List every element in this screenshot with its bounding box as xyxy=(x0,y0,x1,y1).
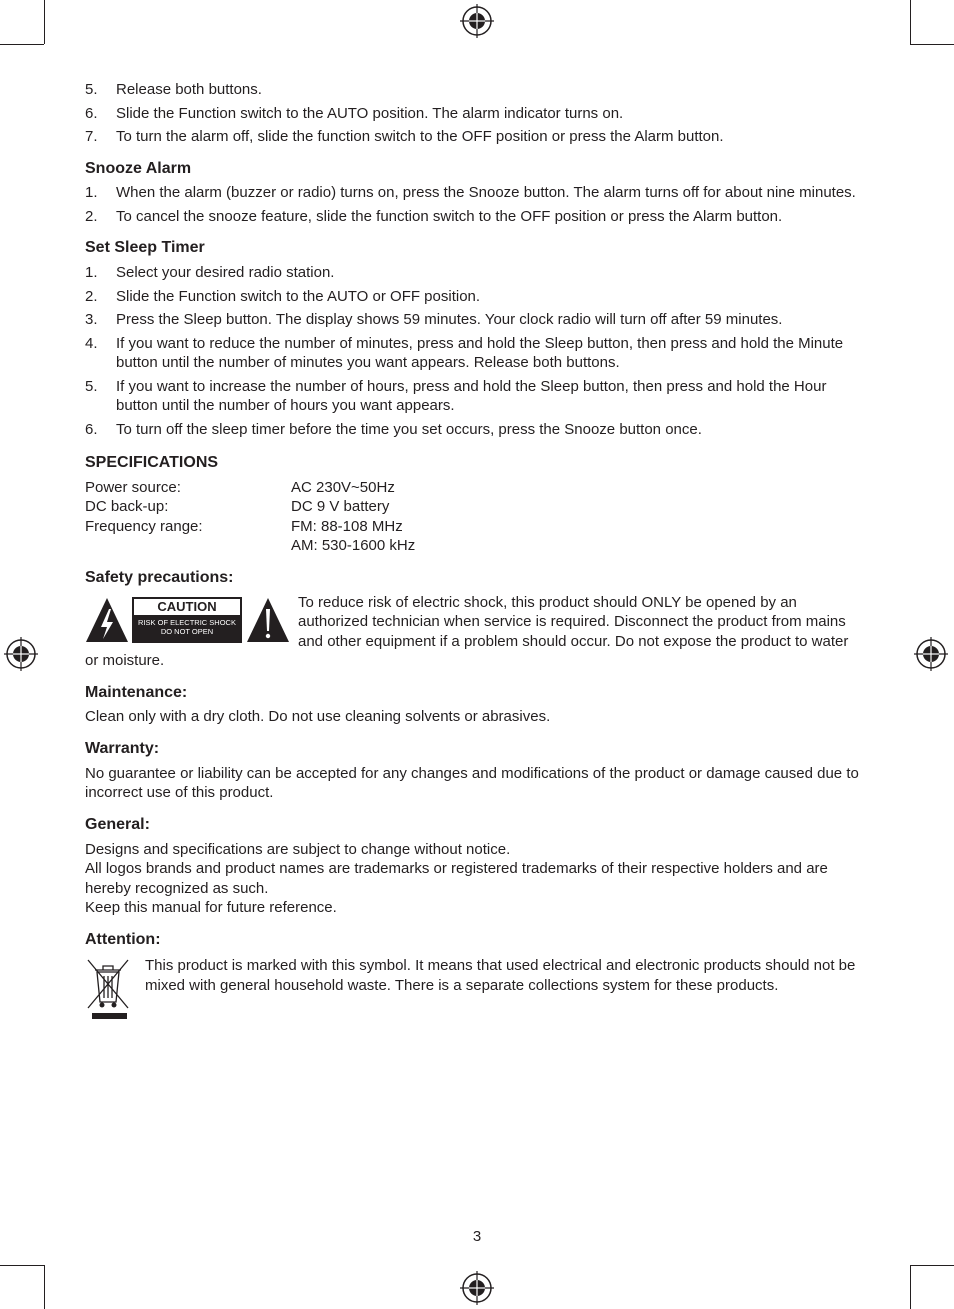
list-item: 5. If you want to increase the number of hours, press and hold the Sleep button, then press and hold the Hour button until the number of hours you want appears. xyxy=(85,377,827,415)
maintenance-heading: Maintenance: xyxy=(85,683,188,701)
registration-mark-icon xyxy=(460,1271,494,1305)
manual-content xyxy=(85,80,865,1026)
weee-symbol xyxy=(85,956,145,1026)
general-text: Designs and specifications are subject to change without notice. xyxy=(85,840,511,858)
attention-heading: Attention: xyxy=(85,930,161,948)
crop-mark xyxy=(0,1265,44,1266)
maintenance-text: Clean only with a dry cloth. Do not use cleaning solvents or abrasives. xyxy=(85,708,551,726)
caution-label xyxy=(85,597,290,643)
alarm-steps-list xyxy=(85,80,865,147)
list-item: 2. Slide the Function switch to the AUTO or OFF position. xyxy=(85,287,481,305)
snooze-steps-list xyxy=(85,183,865,226)
caution-box xyxy=(132,597,242,643)
list-item: 6. To turn off the sleep timer before the time you set occurs, press the Snooze button once. xyxy=(85,420,702,438)
crop-mark xyxy=(910,44,954,45)
snooze-heading: Snooze Alarm xyxy=(85,159,192,177)
attention-section xyxy=(85,956,865,1026)
caution-title: CAUTION xyxy=(134,599,240,615)
sleep-steps-list xyxy=(85,263,865,439)
page-number: 3 xyxy=(472,1228,482,1245)
spec-row: DC back-up: DC 9 V battery xyxy=(85,498,390,516)
spec-row: Power source: AC 230V~50Hz xyxy=(85,478,395,496)
lightning-warning-icon xyxy=(85,597,129,643)
spec-row: Frequency range: FM: 88-108 MHz xyxy=(85,517,403,535)
list-item: 2. To cancel the snooze feature, slide the function switch to the OFF position or press the Alarm button. xyxy=(85,207,783,225)
warranty-text: No guarantee or liability can be accepted for any changes and modifications of the product or damage caused due to incorrect use of this product. xyxy=(85,764,859,802)
list-item: 1. When the alarm (buzzer or radio) turns on, press the Snooze button. The alarm turns off for about nine minutes. xyxy=(85,184,856,202)
general-heading: General: xyxy=(85,815,150,833)
general-text: Keep this manual for future reference. xyxy=(85,899,337,917)
attention-text: This product is marked with this symbol. It means that used electrical and electronic products should not be mixed with general household waste. There is a separate collections system for these products. xyxy=(145,957,856,994)
list-item: 6. Slide the Function switch to the AUTO position. The alarm indicator turns on. xyxy=(85,104,624,122)
sleep-timer-heading: Set Sleep Timer xyxy=(85,239,205,257)
weee-bin-icon xyxy=(85,956,131,1020)
crop-mark xyxy=(910,1265,911,1309)
specifications-table xyxy=(85,478,865,556)
list-item: 5. Release both buttons. xyxy=(85,81,262,98)
crop-mark xyxy=(44,1265,45,1309)
list-item: 4. If you want to reduce the number of minutes, press and hold the Sleep button, then press and hold the Minute button until the number of minutes you want appears. Release both buttons. xyxy=(85,334,844,372)
crop-mark xyxy=(910,1265,954,1266)
crop-mark xyxy=(44,0,45,44)
caution-subtext: RISK OF ELECTRIC SHOCK DO NOT OPEN xyxy=(138,617,236,636)
list-item: 7. To turn the alarm off, slide the function switch to the OFF position or press the Alarm button. xyxy=(85,128,724,145)
safety-text: To reduce risk of electric shock, this product should ONLY be opened by an authorized technician when service is required. Disconnect the product from mains and other equipment if a problem should occur. Do not expose the product to water or moisture. xyxy=(85,593,849,670)
crop-mark xyxy=(0,44,44,45)
safety-section xyxy=(85,593,865,671)
registration-mark-icon xyxy=(4,637,38,671)
list-item: 1. Select your desired radio station. xyxy=(85,264,335,282)
general-text: All logos brands and product names are trademarks or registered trademarks of their respective holders and are hereby recognized as such. xyxy=(85,860,828,897)
spec-row: AM: 530-1600 kHz xyxy=(291,537,416,555)
exclamation-warning-icon xyxy=(246,597,290,643)
registration-mark-icon xyxy=(460,4,494,38)
registration-mark-icon xyxy=(914,637,948,671)
specifications-heading: SPECIFICATIONS xyxy=(85,454,219,472)
list-item: 3. Press the Sleep button. The display shows 59 minutes. Your clock radio will turn off after 59 minutes. xyxy=(85,311,783,329)
safety-heading: Safety precautions: xyxy=(85,568,234,586)
crop-mark xyxy=(910,0,911,44)
warranty-heading: Warranty: xyxy=(85,739,160,757)
